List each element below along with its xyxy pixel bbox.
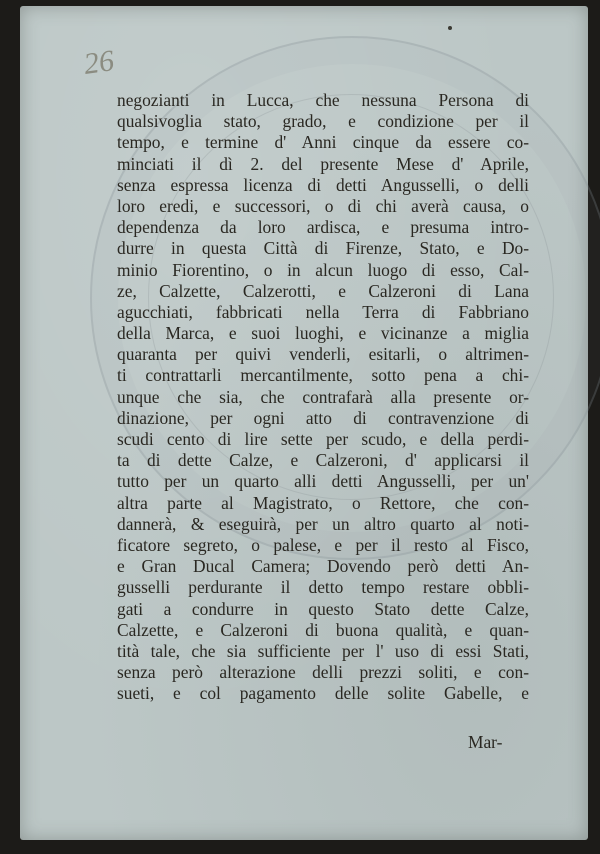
document-page bbox=[20, 6, 588, 840]
text-line: minciati il dì 2. del presente Mese d' Aprile, bbox=[117, 153, 529, 174]
text-line: tempo, e termine d' Anni cinque da essere co- bbox=[117, 132, 529, 153]
ink-dot bbox=[448, 26, 452, 30]
text-line: qualsivoglia stato, grado, e condizione per il bbox=[117, 111, 529, 132]
text-line: unque che sia, che contrafarà alla presente or- bbox=[117, 386, 529, 407]
text-line: senza però alterazione delli prezzi soliti, e con- bbox=[117, 662, 529, 683]
text-line: ficatore segreto, o palese, e per il resto al Fisco, bbox=[117, 534, 529, 555]
body-text bbox=[117, 90, 529, 704]
handwritten-page-number: 26 bbox=[81, 44, 117, 81]
text-line: durre in questa Città di Firenze, Stato, e Do- bbox=[117, 238, 529, 259]
text-line: minio Fiorentino, o in alcun luogo di esso, Cal- bbox=[117, 259, 529, 280]
text-line: agucchiati, fabbricati nella Terra di Fabbriano bbox=[117, 301, 529, 322]
text-line: quaranta per quivi venderli, esitarli, o altrimen- bbox=[117, 344, 529, 365]
text-line: altra parte al Magistrato, o Rettore, che con- bbox=[117, 492, 529, 513]
text-line: dependenza da loro ardisca, e presuma intro- bbox=[117, 217, 529, 238]
text-line: scudi cento di lire sette per scudo, e della perdi- bbox=[117, 429, 529, 449]
text-line: senza espressa licenza di detti Angusselli, o delli bbox=[117, 174, 529, 195]
catchword: Mar- bbox=[468, 732, 503, 752]
text-line: dannerà, & eseguirà, per un altro quarto al noti- bbox=[117, 513, 529, 534]
text-line: e Gran Ducal Camera; Dovendo però detti An- bbox=[117, 556, 529, 577]
text-line: sueti, e col pagamento delle solite Gabelle, e bbox=[117, 683, 529, 704]
text-line: gati a condurre in questo Stato dette Calze, bbox=[117, 598, 529, 619]
text-line: ta di dette Calze, e Calzeroni, d' applicarsi il bbox=[117, 450, 529, 471]
text-line: dinazione, per ogni atto di contravenzione di bbox=[117, 407, 529, 428]
text-line: Calzette, e Calzeroni di buona qualità, e quan- bbox=[117, 619, 529, 640]
text-line: ti contrattarli mercantilmente, sotto pena a chi- bbox=[117, 365, 529, 386]
text-line: della Marca, e suoi luoghi, e vicinanze a miglia bbox=[117, 323, 529, 344]
text-line: loro eredi, e successori, o di chi averà causa, o bbox=[117, 195, 529, 216]
text-line: tità tale, che sia sufficiente per l' uso di essi Stati, bbox=[117, 640, 529, 661]
text-line: tutto per un quarto alli detti Angusselli, per un' bbox=[117, 471, 529, 492]
text-line: ze, Calzette, Calzerotti, e Calzeroni di Lana bbox=[117, 280, 529, 301]
text-line: negozianti in Lucca, che nessuna Persona di bbox=[117, 90, 529, 110]
text-line: gusselli perdurante il detto tempo restare obbli- bbox=[117, 577, 529, 598]
